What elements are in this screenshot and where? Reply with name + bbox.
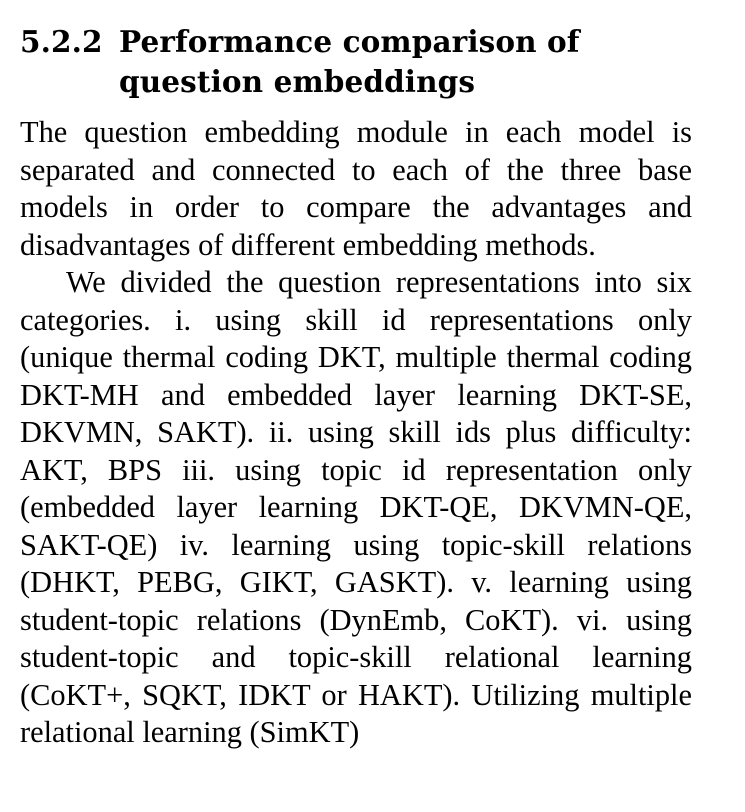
section-title: Performance comparison of question embeddings	[119, 24, 580, 99]
section-number: 5.2.2	[20, 24, 103, 59]
body-paragraph: The question embedding module in each model is separated and connected to each of the three base models in order to compare the advantages and disadvantages of different embedding methods.	[20, 115, 692, 262]
section-heading	[20, 22, 692, 102]
body-paragraph: We divided the question representations into six categories. i. using skill id representations only (unique thermal coding DKT, multiple thermal coding DKT-MH and embedded layer learning DKT-SE, DKVMN, SAKT). ii. using skill ids plus difficulty: AKT, BPS iii. using topic id representation only (embedded layer learning DKT-QE, DKVMN-QE, SAKT-QE) iv. learning using topic-skill relations (DHKT, PEBG, GIKT, GASKT). v. learning using student-topic relations (DynEmb, CoKT). vi. using student-topic and topic-skill relational learning (CoKT+, SQKT, IDKT or HAKT). Utilizing multiple relational learning (SimKT)	[20, 265, 692, 749]
section-body	[20, 114, 692, 752]
paper-page	[20, 22, 692, 752]
